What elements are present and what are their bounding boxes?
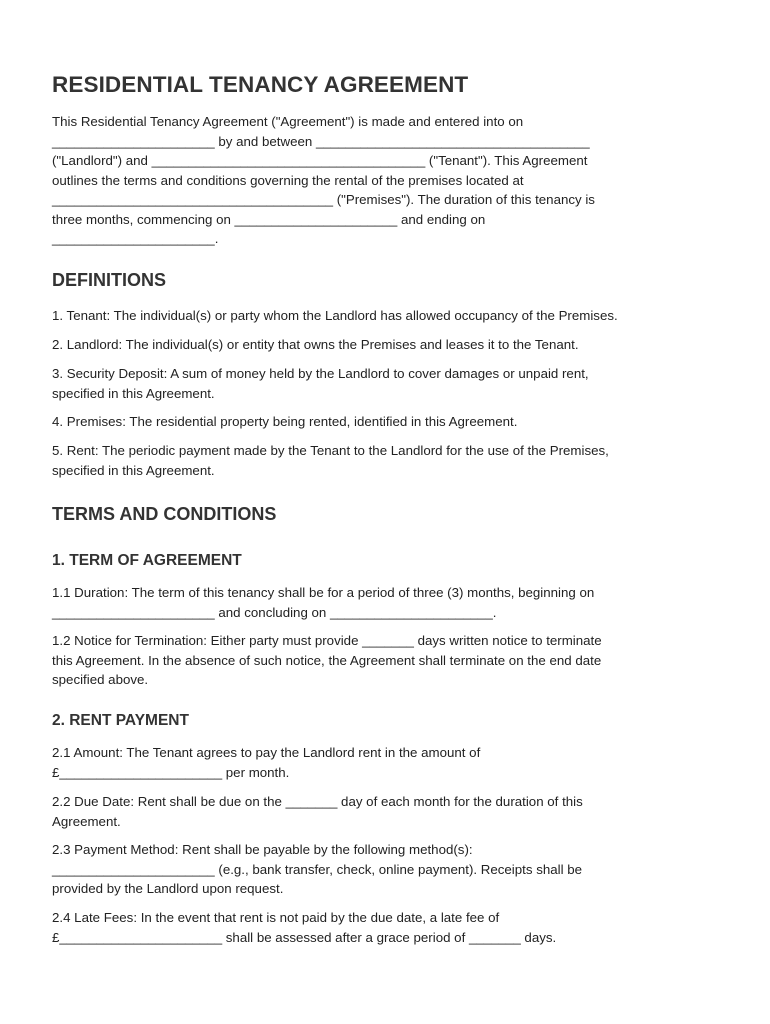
definition-item [52, 306, 618, 326]
definition-item [52, 335, 579, 355]
clause [52, 908, 556, 947]
definition-line: 3. Security Deposit: A sum of money held by the Landlord to cover damages or unpaid rent, [52, 366, 589, 381]
intro-line: ______________________ by and between _____________________________________ [52, 133, 590, 149]
clause-line: 2.2 Due Date: Rent shall be due on the _______ day of each month for the duration of this [52, 794, 583, 809]
definition-line: 2. Landlord: The individual(s) or entity that owns the Premises and leases it to the Tenant. [52, 337, 579, 352]
definition-item [52, 412, 517, 432]
section-heading-term: 1. TERM OF AGREEMENT [52, 552, 242, 569]
clause-line: Agreement. [52, 813, 121, 829]
intro-line: ("Landlord") and _____________________________________ ("Tenant"). This Agreement [52, 153, 588, 168]
definition-line: 1. Tenant: The individual(s) or party whom the Landlord has allowed occupancy of the Premises. [52, 308, 618, 323]
clause-line: ______________________ (e.g., bank transfer, check, online payment). Receipts shall be [52, 861, 583, 877]
intro-paragraph [52, 112, 595, 249]
definition-item [52, 364, 589, 403]
clause [52, 840, 582, 899]
clause [52, 583, 594, 622]
terms-heading: TERMS AND CONDITIONS [52, 504, 277, 524]
clause-line: £______________________ per month. [52, 764, 290, 780]
clause [52, 792, 583, 831]
clause-line: 2.1 Amount: The Tenant agrees to pay the Landlord rent in the amount of [52, 745, 481, 760]
intro-line: This Residential Tenancy Agreement ("Agreement") is made and entered into on [52, 114, 524, 129]
clause-line: 1.1 Duration: The term of this tenancy shall be for a period of three (3) months, beginning on [52, 585, 595, 600]
definition-line: 4. Premises: The residential property being rented, identified in this Agreement. [52, 414, 518, 429]
clause [52, 631, 602, 690]
clause [52, 743, 480, 782]
clause-line: provided by the Landlord upon request. [52, 881, 284, 896]
definition-item [52, 441, 609, 480]
clause-line: £______________________ shall be assessed after a grace period of _______ days. [52, 929, 557, 945]
definition-line: 5. Rent: The periodic payment made by the Tenant to the Landlord for the use of the Premises, [52, 443, 609, 458]
definitions-heading: DEFINITIONS [52, 270, 167, 290]
intro-line: three months, commencing on ______________________ and ending on [52, 211, 486, 227]
clause-line: specified above. [52, 672, 149, 687]
document-title: RESIDENTIAL TENANCY AGREEMENT [52, 72, 469, 97]
definition-line: specified in this Agreement. [52, 462, 215, 478]
clause-line: ______________________ and concluding on ______________________. [52, 604, 497, 620]
clause-line: 2.3 Payment Method: Rent shall be payable by the following method(s): [52, 842, 473, 857]
intro-line: ______________________________________ ("Premises"). The duration of this tenancy is [52, 192, 595, 207]
clause-line: 1.2 Notice for Termination: Either party must provide _______ days written notice to terminate [52, 633, 602, 648]
intro-line: ______________________. [52, 231, 219, 246]
intro-line: outlines the terms and conditions governing the rental of the premises located at [52, 172, 524, 188]
definition-line: specified in this Agreement. [52, 385, 215, 401]
clause-line: 2.4 Late Fees: In the event that rent is not paid by the due date, a late fee of [52, 910, 500, 925]
section-heading-rent: 2. RENT PAYMENT [52, 712, 189, 729]
clause-line: this Agreement. In the absence of such notice, the Agreement shall terminate on the end date [52, 652, 602, 668]
